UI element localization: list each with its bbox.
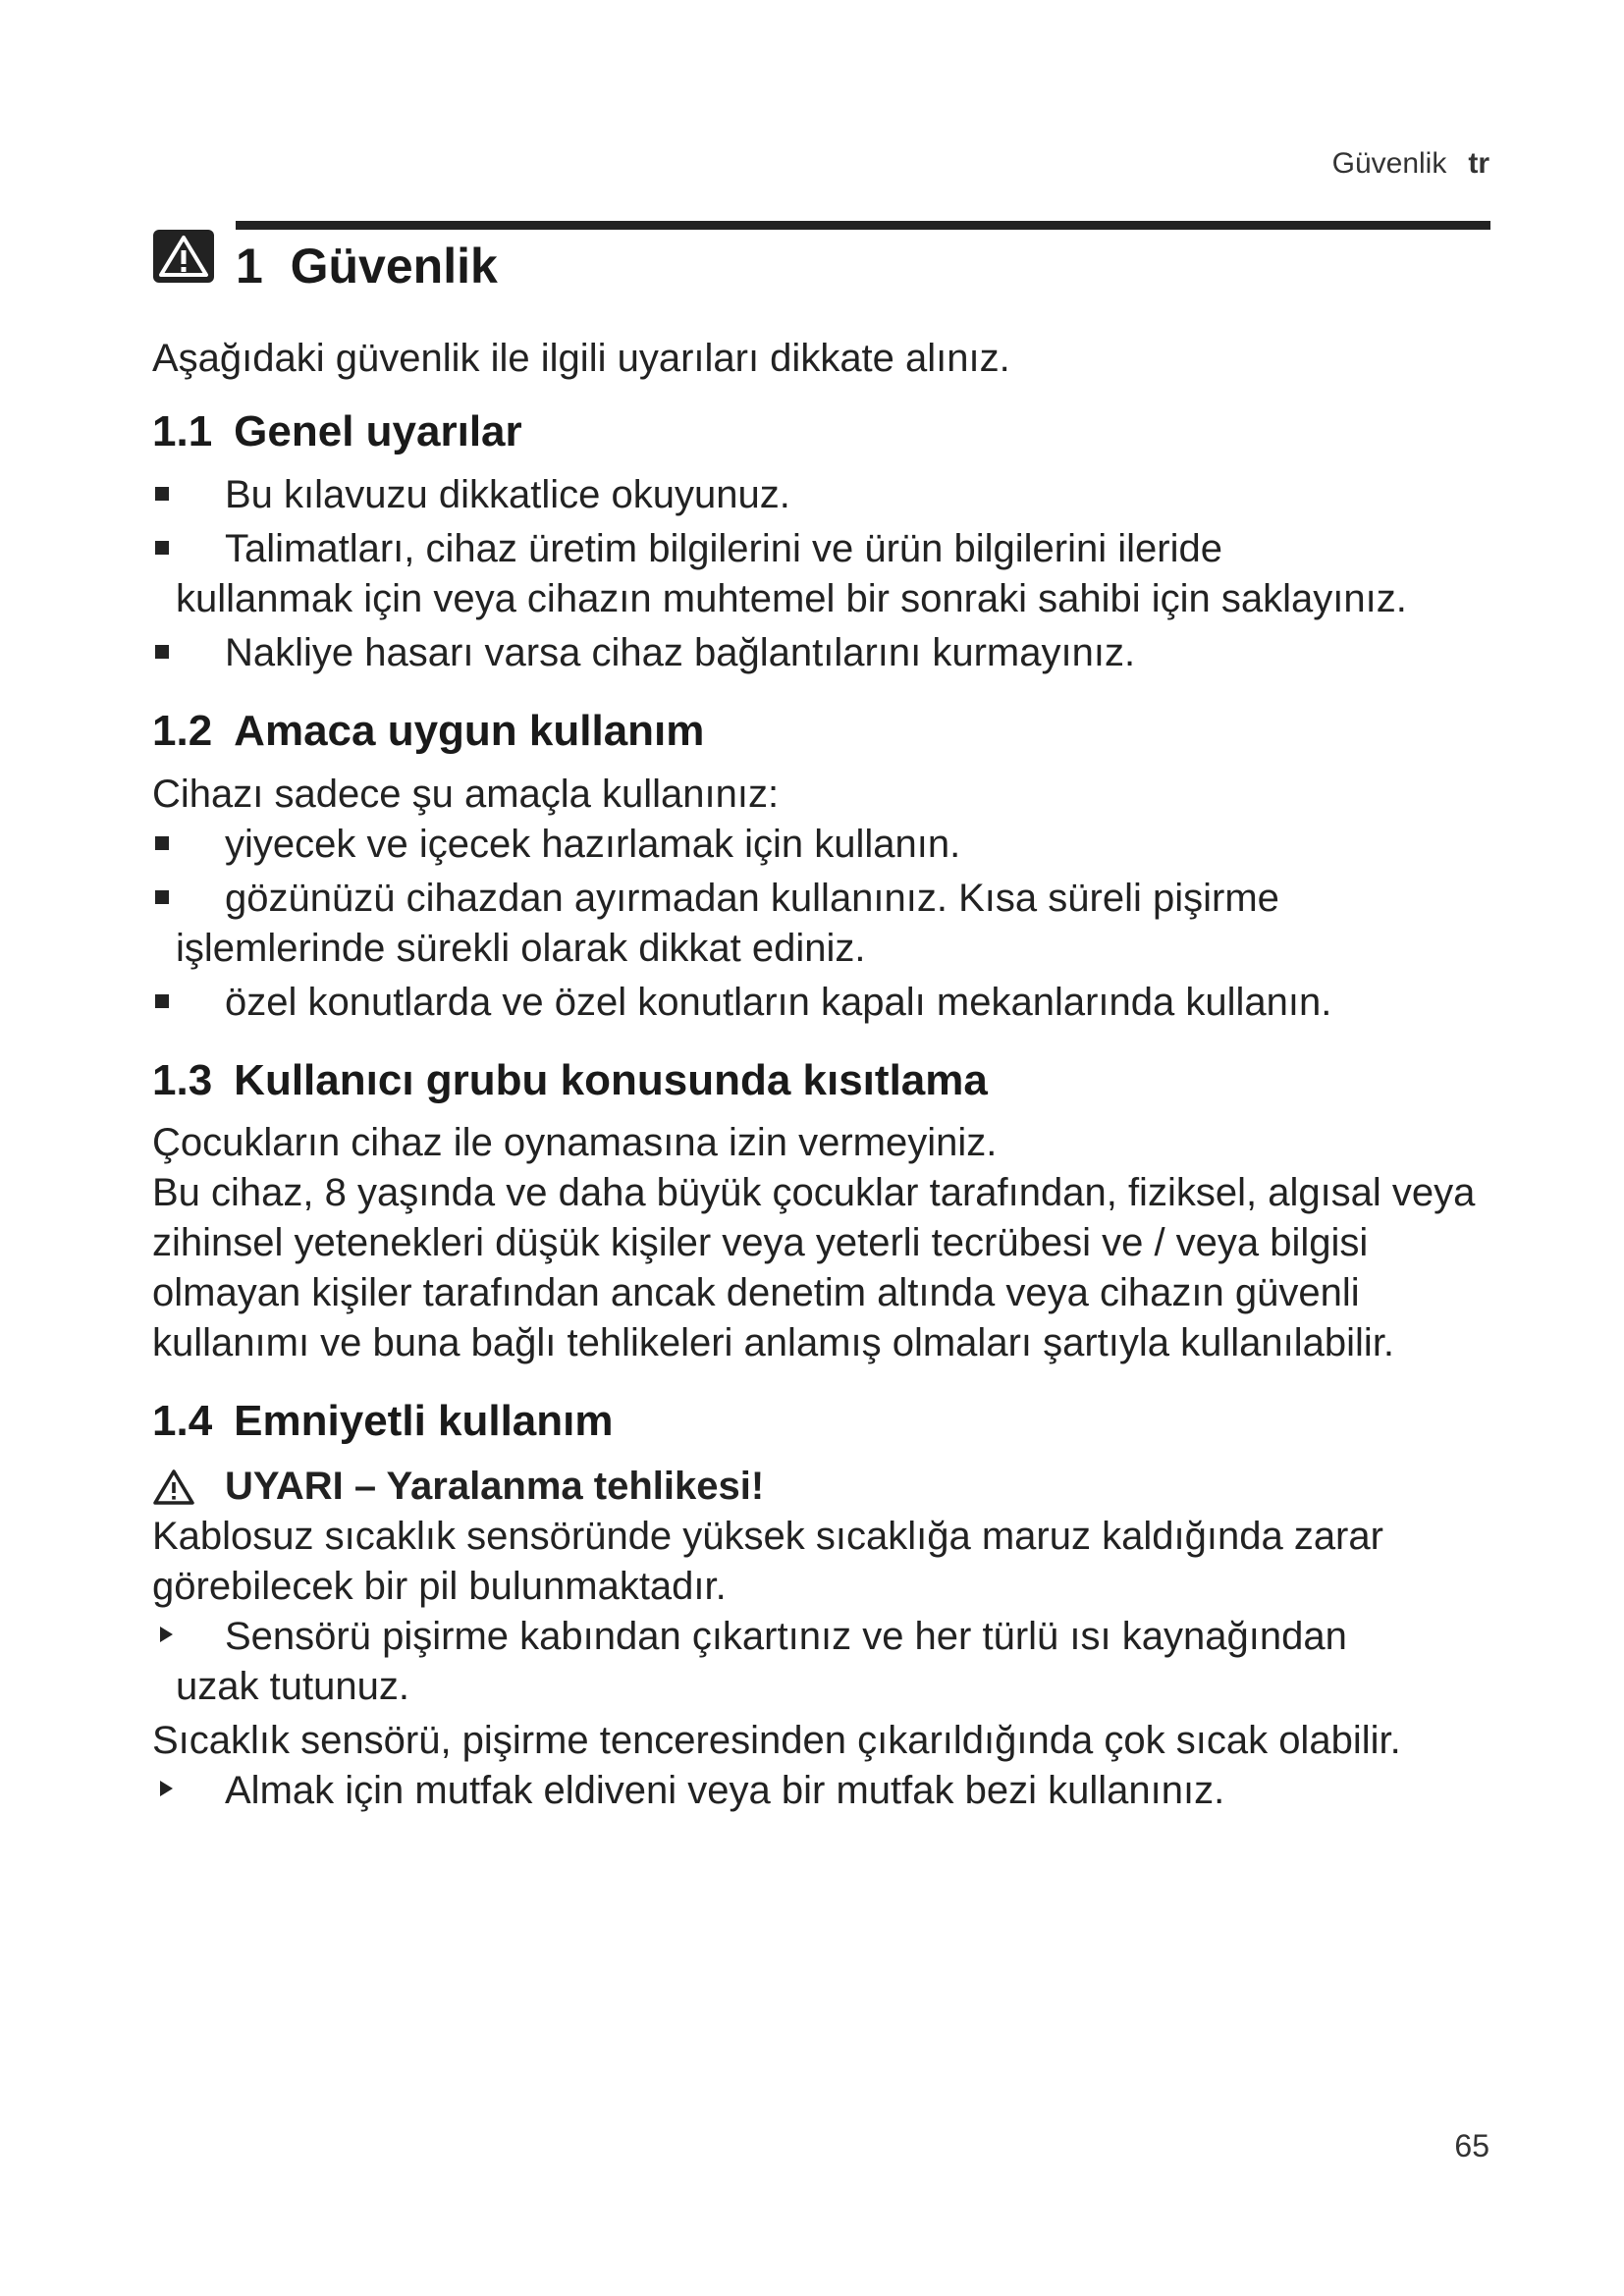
section-title: Amaca uygun kullanım xyxy=(234,706,705,755)
warning-triangle-icon xyxy=(152,1468,195,1506)
section-title: Emniyetli kullanım xyxy=(234,1397,614,1446)
warning-box-icon xyxy=(152,229,215,284)
paragraph: Kablosuz sıcaklık sensöründe yüksek sıcaklığa maruz kaldığında zarar görebilecek bir pil bulunmaktadır. xyxy=(152,1515,1383,1609)
paragraph: Sıcaklık sensörü, pişirme tenceresinden çıkarıldığında çok sıcak olabilir. xyxy=(152,1719,1401,1763)
list-item-text: özel konutlarda ve özel konutların kapalı mekanlarında kullanın. xyxy=(225,980,1332,1024)
chapter-rule xyxy=(236,221,1490,230)
section-heading xyxy=(152,706,1507,758)
section-lead-text: Cihazı sadece şu amaçla kullanınız: xyxy=(152,772,780,816)
step-text: Almak için mutfak eldiveni veya bir mutfak bezi kullanınız. xyxy=(225,1769,1225,1813)
list-item-text: yiyecek ve içecek hazırlamak için kullanın. xyxy=(225,822,961,866)
page-number: 65 xyxy=(1454,2128,1489,2163)
running-header-section: Güvenlik xyxy=(1331,147,1447,180)
bullet-list xyxy=(152,470,1507,678)
list-item xyxy=(152,978,1507,1028)
step-item xyxy=(152,1766,1507,1816)
step-continuation: uzak tutunuz. xyxy=(176,1665,409,1709)
list-item xyxy=(152,470,1507,520)
section-heading xyxy=(152,1055,1507,1107)
list-item xyxy=(152,524,1507,624)
list-item-text: gözünüzü cihazdan ayırmadan kullanınız. Kısa süreli pişirme xyxy=(225,876,1279,920)
list-item xyxy=(152,628,1507,678)
paragraph: Bu cihaz, 8 yaşında ve daha büyük çocuklar tarafından, fiziksel, algısal veya zihinsel yetenekleri düşük kişiler veya yeterli tecrübesi ve / veya bilgisi olmayan kişiler tarafından ancak denetim altında veya cihazın güvenli kullanımı ve buna bağlı tehlikeleri anlamış olmaları şartıyla kullanılabilir. xyxy=(152,1171,1476,1365)
section-general-warnings xyxy=(152,406,1507,678)
section-intended-use xyxy=(152,706,1507,1028)
section-safe-use xyxy=(152,1396,1507,1816)
chapter-title xyxy=(236,237,498,295)
list-item-continuation: işlemlerinde sürekli olarak dikkat ediniz. xyxy=(176,926,866,970)
section-number: 1.2 xyxy=(152,706,213,755)
section-number: 1.1 xyxy=(152,407,213,455)
list-item-text: Talimatları, cihaz üretim bilgilerini ve ürün bilgilerini ileride xyxy=(225,526,1222,570)
step-text: Sensörü pişirme kabından çıkartınız ve her türlü ısı kaynağından xyxy=(225,1615,1347,1659)
step-list xyxy=(152,1612,1507,1712)
chapter-title-text: Güvenlik xyxy=(290,239,498,294)
page-content xyxy=(152,334,1507,1843)
section-title: Kullanıcı grubu konusunda kısıtlama xyxy=(234,1055,988,1104)
paragraph: Çocukların cihaz ile oynamasına izin vermeyiniz. xyxy=(152,1121,998,1165)
section-heading xyxy=(152,406,1507,458)
list-item-text: Nakliye hasarı varsa cihaz bağlantılarını kurmayınız. xyxy=(225,630,1136,674)
warning-heading xyxy=(152,1462,1507,1512)
section-heading xyxy=(152,1396,1507,1448)
bullet-list xyxy=(152,820,1507,1028)
section-title: Genel uyarılar xyxy=(234,407,522,455)
warning-text: UYARI – Yaralanma tehlikesi! xyxy=(225,1465,765,1509)
step-list xyxy=(152,1766,1507,1816)
list-item-text: Bu kılavuzu dikkatlice okuyunuz. xyxy=(225,472,790,516)
running-header xyxy=(1332,147,1489,181)
list-item xyxy=(152,874,1507,974)
section-number: 1.3 xyxy=(152,1055,213,1104)
intro-text: Aşağıdaki güvenlik ile ilgili uyarıları dikkate alınız. xyxy=(152,337,1010,380)
section-number: 1.4 xyxy=(152,1397,213,1446)
list-item xyxy=(152,820,1507,870)
section-user-group-restriction xyxy=(152,1055,1507,1369)
chapter-number: 1 xyxy=(236,239,263,294)
step-item xyxy=(152,1612,1507,1712)
list-item-continuation: kullanmak için veya cihazın muhtemel bir sonraki sahibi için saklayınız. xyxy=(176,576,1407,620)
language-code: tr xyxy=(1468,147,1489,180)
